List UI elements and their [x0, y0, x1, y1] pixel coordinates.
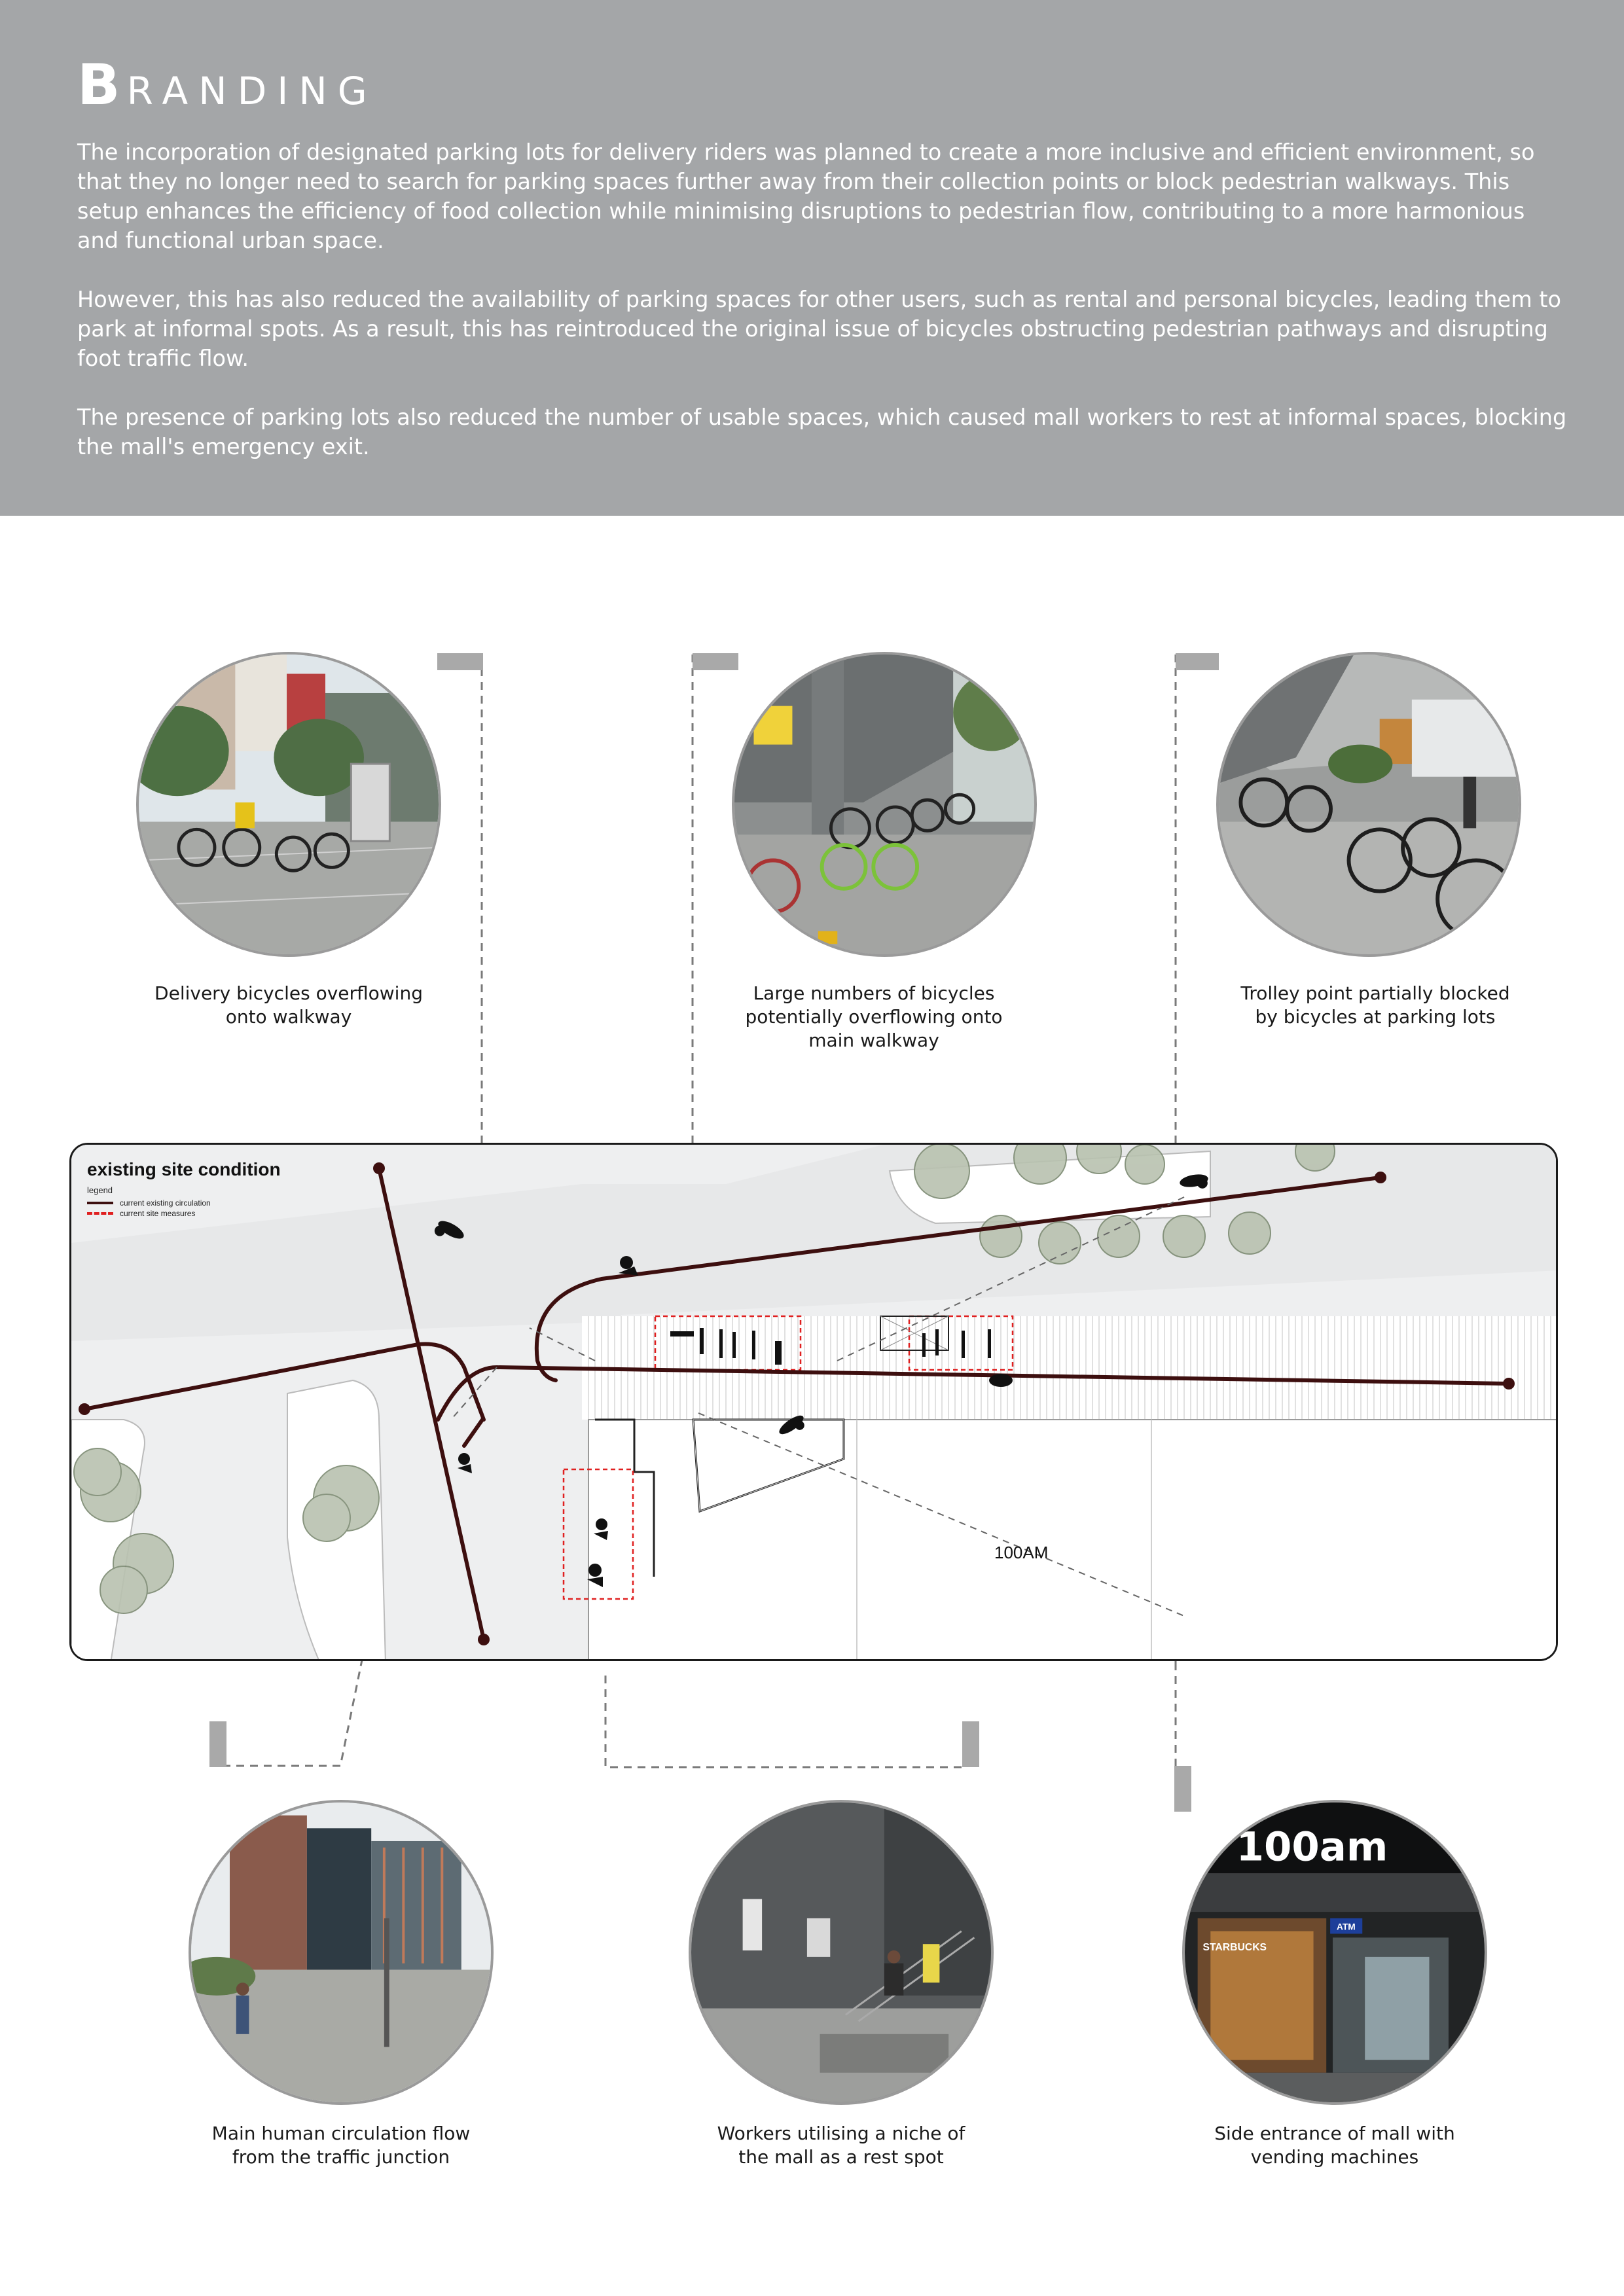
photo-scene: [734, 655, 1034, 954]
legend-item: [87, 1198, 211, 1208]
walkway-hatch: [582, 1316, 1558, 1420]
photo-scene: [139, 655, 439, 954]
callout-tab: [1174, 1766, 1191, 1812]
photo-trolley-point: [1216, 652, 1521, 957]
legend-item: [87, 1208, 211, 1219]
intro-text: [77, 137, 1570, 491]
solid-line-swatch: [87, 1202, 113, 1204]
site-plan: [69, 1143, 1558, 1661]
title-rest: RANDING: [126, 69, 378, 113]
photo-caption: Trolley point partially blocked by bicycles at parking lots: [1240, 982, 1510, 1028]
photo-caption: Large numbers of bicycles potentially overflowing onto main walkway: [745, 982, 1003, 1051]
legend-heading: legend: [87, 1185, 113, 1195]
photo-delivery-bicycles: [136, 652, 441, 957]
legend-label: current site measures: [120, 1209, 196, 1218]
mall-label: 100AM: [994, 1543, 1049, 1562]
starbucks-sign: STARBUCKS: [1202, 1942, 1267, 1954]
callout-tab: [693, 653, 738, 670]
photo-scene: [1185, 1803, 1485, 2102]
photo-caption: Workers utilising a niche of the mall as a rest spot: [717, 2123, 965, 2168]
atm-sign: ATM: [1336, 1922, 1356, 1932]
photo-workers-rest-spot: [689, 1800, 994, 2105]
photo-mall-side-entrance: [1182, 1800, 1487, 2105]
photo-caption: Side entrance of mall with vending machines: [1214, 2123, 1455, 2168]
paragraph: The presence of parking lots also reduced the number of usable spaces, which caused mall workers to rest at informal spaces, blocking the mall's emergency exit.: [77, 404, 1567, 459]
title-initial: B: [77, 52, 127, 118]
site-plan-drawing: [71, 1145, 1558, 1661]
paragraph: The incorporation of designated parking lots for delivery riders was planned to create a more inclusive and efficient environment, so that they no longer need to search for parking spaces further away from their collection points or block pedestrian walkways. This setup enhances the efficiency of food collection while minimising disruptions to pedestrian flow, contributing to a more harmonious and functional urban space.: [77, 139, 1535, 253]
callout-tab: [962, 1721, 979, 1767]
page-title: [77, 52, 378, 118]
legend-label: current existing circulation: [120, 1198, 211, 1208]
photo-human-circulation: [189, 1800, 494, 2105]
callout-tab: [437, 653, 483, 670]
dashed-line-swatch: [87, 1212, 113, 1215]
photo-caption: Main human circulation flow from the traffic junction: [211, 2123, 471, 2168]
header-band: [0, 0, 1624, 516]
photo-scene: [691, 1803, 991, 2102]
photo-scene: [191, 1803, 491, 2102]
mall-sign: 100am: [1236, 1823, 1388, 1871]
callout-tab: [1176, 653, 1219, 670]
plan-title: existing site condition: [87, 1159, 281, 1179]
photo-bicycle-parking: [732, 652, 1037, 957]
photo-scene: [1219, 655, 1519, 954]
photo-caption: Delivery bicycles overflowing onto walkway: [154, 982, 423, 1028]
callout-tab: [209, 1721, 226, 1767]
paragraph: However, this has also reduced the availability of parking spaces for other users, such as rental and personal bicycles, leading them to park at informal spots. As a result, this has reintroduced the original issue of bicycles obstructing pedestrian pathways and disrupting foot traffic flow.: [77, 287, 1562, 371]
plan-legend: [87, 1185, 211, 1219]
